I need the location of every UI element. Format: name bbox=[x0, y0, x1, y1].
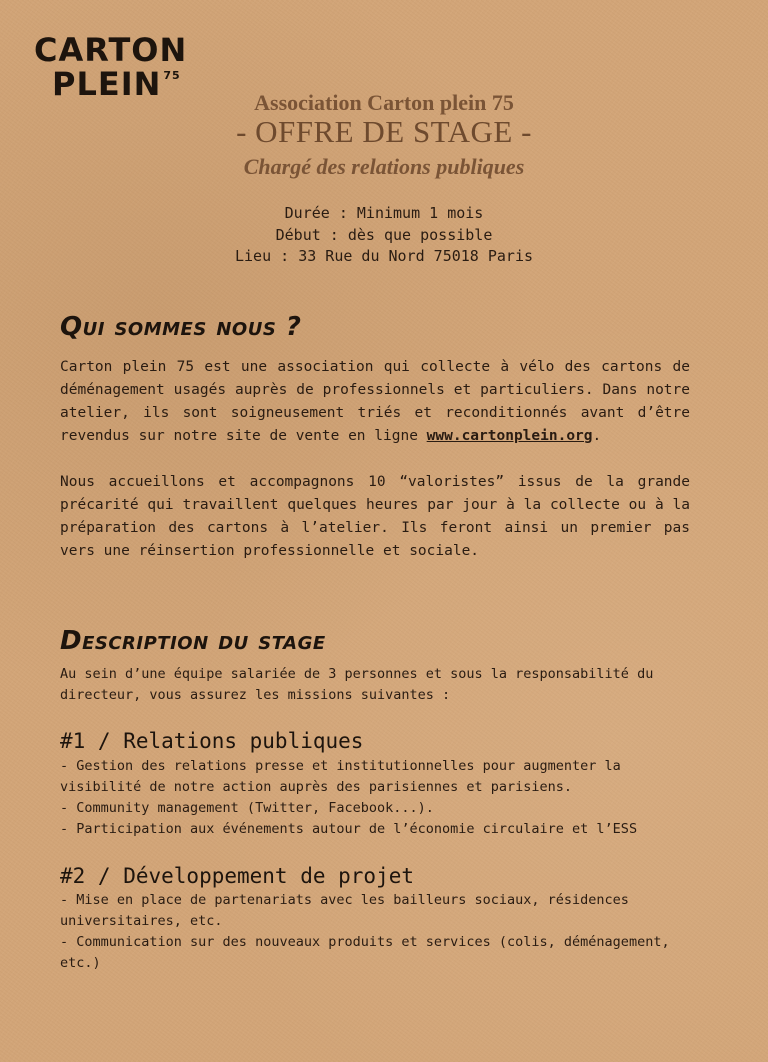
start-line: Début : dès que possible bbox=[275, 226, 493, 244]
mission-2-list bbox=[60, 890, 700, 974]
location-line: Lieu : 33 Rue du Nord 75018 Paris bbox=[234, 247, 533, 265]
section-title-description: Description du stage bbox=[60, 626, 326, 656]
website-link[interactable]: www.cartonplein.org bbox=[426, 428, 593, 444]
mission-1-title: #1 / Relations publiques bbox=[60, 729, 364, 753]
mission-1-list bbox=[60, 756, 700, 840]
position-title: Chargé des relations publiques bbox=[243, 154, 525, 179]
mission-2-title: #2 / Développement de projet bbox=[60, 864, 415, 888]
list-item: - Mise en place de partenariats avec les bailleurs sociaux, résidences universitaires, etc. bbox=[60, 892, 629, 929]
description-intro: Au sein d’une équipe salariée de 3 personnes et sous la responsabilité du directeur, vous assurez les missions suivantes : bbox=[60, 666, 654, 703]
list-item: - Communication sur des nouveaux produits et services (colis, déménagement, etc.) bbox=[60, 934, 670, 971]
logo-line-2-text: PLEIN bbox=[52, 65, 162, 103]
offer-title: - OFFRE DE STAGE - bbox=[236, 114, 532, 149]
paragraph-who-1-end: . bbox=[592, 428, 602, 444]
paragraph-who-2: Nous accueillons et accompagnons 10 “valoristes” issus de la grande précarité qui travaillent quelques heures par jour à la collecte ou à la préparation des cartons à l’atelier. Ils feront ainsi un premier pas vers une réinsertion professionnelle et sociale. bbox=[60, 474, 690, 559]
section-title-who: Qui sommes nous ? bbox=[60, 312, 302, 342]
list-item: - Participation aux événements autour de l’économie circulaire et l’ESS bbox=[60, 821, 638, 837]
paragraph-who-1 bbox=[60, 356, 690, 448]
logo-line-1: CARTON bbox=[34, 31, 188, 69]
paragraph-who-1-text: Carton plein 75 est une association qui collecte à vélo des cartons de déménagement usagés auprès de professionnels et particuliers. Dans notre atelier, ils sont soigneusement triés et reconditionnés avant d’être revendus sur notre site de vente en ligne bbox=[60, 359, 690, 444]
list-item: - Gestion des relations presse et institutionnelles pour augmenter la visibilité de notre action auprès des parisiennes et parisiens. bbox=[60, 758, 621, 795]
logo-superscript: 75 bbox=[163, 69, 181, 82]
duration-line: Durée : Minimum 1 mois bbox=[284, 204, 484, 222]
list-item: - Community management (Twitter, Facebook...). bbox=[60, 800, 434, 816]
association-name: Association Carton plein 75 bbox=[254, 90, 514, 115]
